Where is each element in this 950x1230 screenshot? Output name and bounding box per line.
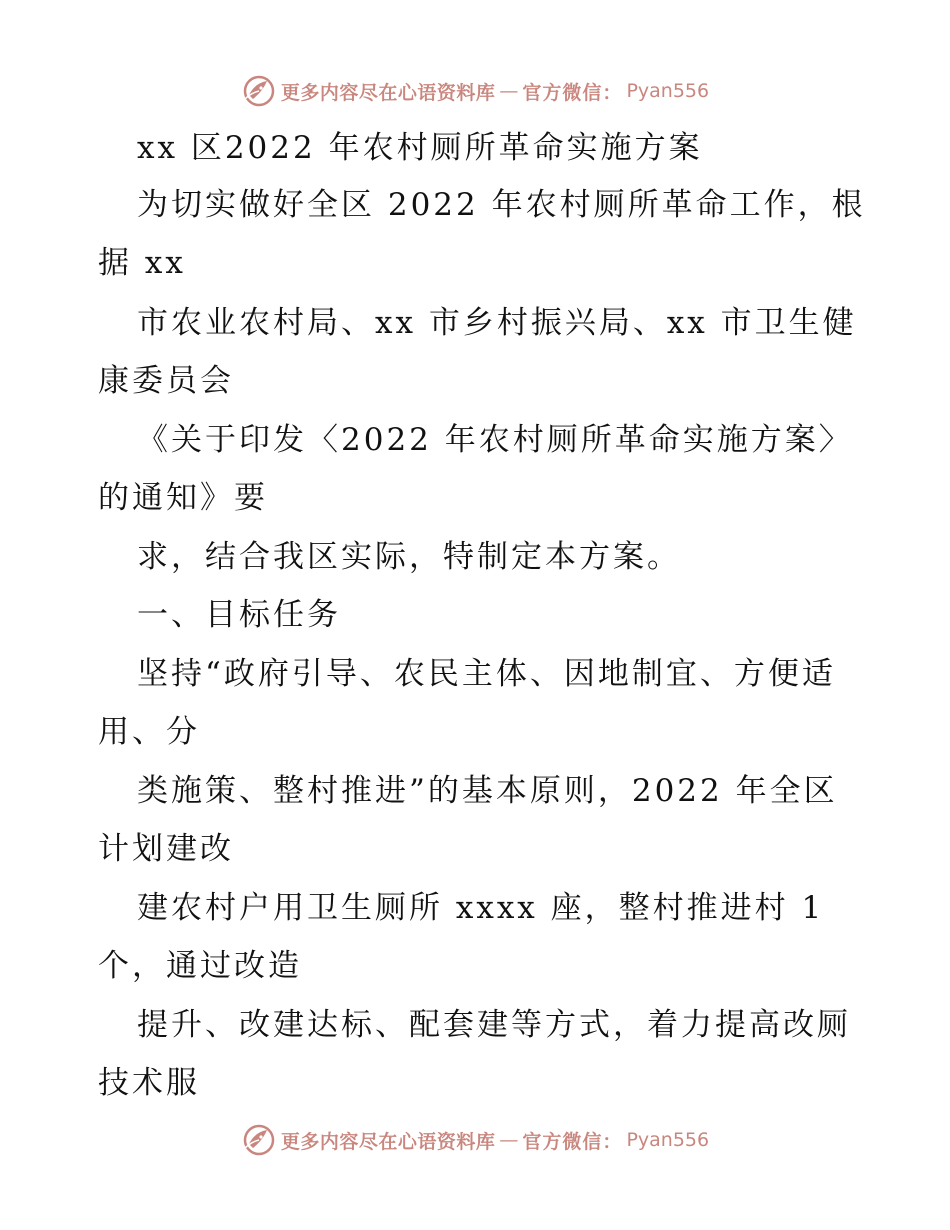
paragraph-line: 市农业农村局、xx 市乡村振兴局、xx 市卫生健 xyxy=(137,305,857,341)
paragraph-line: 坚持“政府引导、农民主体、因地制宜、方便适 xyxy=(137,656,836,692)
watermark-official-label: 官方微信： xyxy=(522,1130,623,1153)
paragraph-line: 为切实做好全区 2022 年农村厕所革命工作，根 xyxy=(137,187,866,223)
paragraph-line: 计划建改 xyxy=(98,831,234,867)
header-watermark xyxy=(0,71,950,111)
paragraph-line: 用、分 xyxy=(98,714,200,750)
footer-watermark xyxy=(0,1120,950,1160)
paragraph-line: 求，结合我区实际，特制定本方案。 xyxy=(137,539,681,575)
watermark-group xyxy=(241,1122,709,1158)
watermark-dash: — xyxy=(499,80,519,102)
paragraph-line: 技术服 xyxy=(98,1065,200,1101)
paragraph-line: 的通知》要 xyxy=(98,480,268,516)
watermark-official-label: 官方微信： xyxy=(522,81,623,104)
paragraph-line: 《关于印发〈2022 年农村厕所革命实施方案〉 xyxy=(137,422,853,458)
pen-nib-logo-icon xyxy=(241,1122,277,1158)
section-heading: 一、目标任务 xyxy=(137,597,341,633)
paragraph-line: 提升、改建达标、配套建等方式，着力提高改厕 xyxy=(137,1007,851,1043)
watermark-wechat-id: Pyan556 xyxy=(626,80,710,102)
watermark-site-text: 更多内容尽在心语资料库 xyxy=(280,81,496,104)
pen-nib-logo-icon xyxy=(241,73,277,109)
watermark-site-text: 更多内容尽在心语资料库 xyxy=(280,1130,496,1153)
paragraph-line: 康委员会 xyxy=(98,363,234,399)
paragraph-line: 个，通过改造 xyxy=(98,948,302,984)
watermark-dash: — xyxy=(499,1129,519,1151)
paragraph-line: 类施策、整村推进”的基本原则，2022 年全区 xyxy=(137,773,838,809)
document-title: xx 区2022 年农村厕所革命实施方案 xyxy=(137,130,703,166)
paragraph-line: 据 xx xyxy=(98,245,186,281)
watermark-wechat-id: Pyan556 xyxy=(626,1129,710,1151)
paragraph-line: 建农村户用卫生厕所 xxxx 座，整村推进村 1 xyxy=(137,890,825,926)
watermark-group xyxy=(241,73,709,109)
